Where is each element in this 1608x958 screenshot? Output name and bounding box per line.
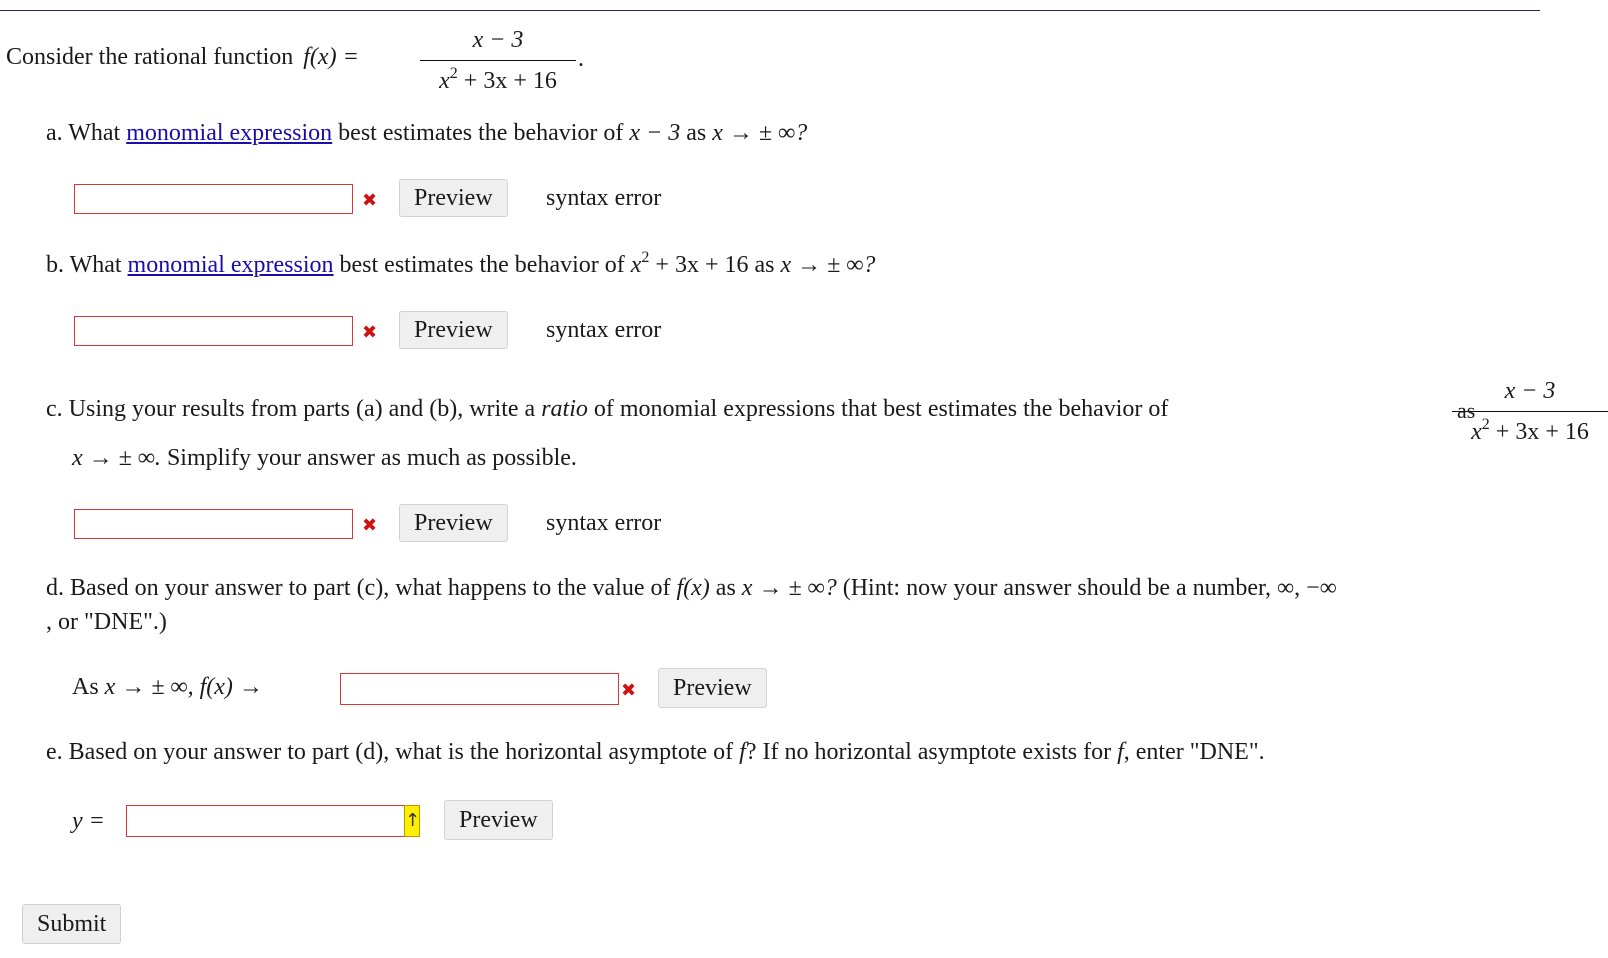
part-d-answer-label <box>72 674 263 701</box>
part-d-error-icon: ✖ <box>621 680 637 701</box>
part-b-monomial-link[interactable]: monomial expression <box>127 252 334 278</box>
part-b-answer-input[interactable] <box>74 316 353 346</box>
part-b-preview-button[interactable]: Preview <box>399 311 508 349</box>
part-a-monomial-link[interactable]: monomial expression <box>126 120 333 146</box>
part-c-as-word: as <box>1457 398 1476 423</box>
part-a-preview-button[interactable]: Preview <box>399 179 508 217</box>
part-c-preview-button[interactable]: Preview <box>399 504 508 542</box>
part-b-status: syntax error <box>546 317 662 343</box>
part-b-expr-exp: 2 <box>641 249 650 266</box>
intro-line <box>6 44 359 71</box>
part-d-label-limit: x → ± ∞, <box>104 674 194 700</box>
part-a-question <box>46 120 807 147</box>
intro-den-rest: + 3x + 16 <box>457 68 557 94</box>
part-b-question <box>46 249 876 279</box>
intro-period: . <box>578 46 584 72</box>
intro-fraction-bar <box>420 60 576 61</box>
part-e-preview-button[interactable]: Preview <box>444 800 553 840</box>
part-a-answer-input[interactable] <box>74 184 353 214</box>
part-e-text-b: ? If no horizontal asymptote exists for <box>745 739 1112 765</box>
part-a-limit: x → ± ∞? <box>712 120 808 146</box>
part-c-line1 <box>46 396 1168 423</box>
part-c-text-a: c. Using your results from parts (a) and (b), write a <box>46 396 536 422</box>
part-e-answer-input[interactable] <box>126 805 405 837</box>
intro-den-exp: 2 <box>449 65 458 82</box>
part-d-label-as: As <box>72 674 99 700</box>
part-d-label-func: f(x) → <box>199 674 263 700</box>
part-a-as: as <box>686 120 707 146</box>
intro-fraction <box>420 28 576 93</box>
part-e-text-a: e. Based on your answer to part (d), what is the horizontal asymptote of <box>46 739 734 765</box>
part-b-expr <box>630 249 749 278</box>
intro-numerator: x − 3 <box>472 27 524 53</box>
intro-denominator <box>420 65 576 94</box>
intro-text: Consider the rational function <box>6 44 294 70</box>
part-c-denominator <box>1452 416 1608 445</box>
part-b-prefix: b. What <box>46 252 122 278</box>
intro-func-lhs: f(x) = <box>303 44 359 70</box>
part-c-line2 <box>72 445 577 472</box>
part-a-prefix: a. What <box>46 120 121 146</box>
part-d-line1 <box>46 575 1337 602</box>
part-e-warning-icon: ↑ <box>404 805 420 837</box>
intro-den-base: x <box>439 68 450 94</box>
part-b-error-icon: ✖ <box>362 322 378 343</box>
part-e-f2: f <box>1117 739 1124 765</box>
part-e-f1: f <box>739 739 746 765</box>
part-c-status: syntax error <box>546 510 662 536</box>
part-d-preview-button[interactable]: Preview <box>658 668 767 708</box>
part-a-status: syntax error <box>546 185 662 211</box>
part-d-neg-inf: −∞ <box>1306 575 1337 601</box>
part-c-simplify-text: Simplify your answer as much as possible. <box>166 445 577 471</box>
part-c-error-icon: ✖ <box>362 515 378 536</box>
part-a-error-icon: ✖ <box>362 190 378 211</box>
part-b-expr-rest: + 3x + 16 <box>649 252 749 278</box>
part-e-text-c: , enter "DNE". <box>1123 739 1265 765</box>
part-d-line2: , or "DNE".) <box>46 609 167 635</box>
part-d-limit: x → ± ∞? <box>741 575 837 601</box>
part-c-den-base: x <box>1471 419 1482 445</box>
part-a-text-mid: best estimates the behavior of <box>338 120 624 146</box>
part-b-limit: x → ± ∞? <box>780 252 876 278</box>
submit-button[interactable]: Submit <box>22 904 121 944</box>
part-d-hint: (Hint: now your answer should be a number, <box>842 575 1272 601</box>
part-b-expr-base: x <box>630 252 642 278</box>
part-b-as: as <box>754 252 775 278</box>
part-d-as: as <box>715 575 736 601</box>
part-c-answer-input[interactable] <box>74 509 353 539</box>
part-c-text-b: of monomial expressions that best estimates the behavior of <box>593 396 1169 422</box>
part-a-expr: x − 3 <box>629 120 681 146</box>
part-d-answer-input[interactable] <box>340 673 619 705</box>
top-divider <box>0 10 1540 11</box>
part-b-text-mid: best estimates the behavior of <box>339 252 625 278</box>
part-c-ratio-word: ratio <box>541 396 588 422</box>
part-e-answer-label: y = <box>72 808 105 834</box>
part-d-text-a: d. Based on your answer to part (c), what happens to the value of <box>46 575 671 601</box>
part-c-fraction-bar <box>1452 411 1608 412</box>
part-c-den-exp: 2 <box>1481 416 1490 433</box>
part-c-numerator: x − 3 <box>1504 378 1556 404</box>
part-c-limit: x → ± ∞. <box>72 445 161 471</box>
part-c-fraction <box>1452 379 1608 444</box>
part-d-func: f(x) <box>676 575 710 601</box>
part-c-den-rest: + 3x + 16 <box>1489 419 1589 445</box>
part-e-question <box>46 739 1265 766</box>
part-d-inf: ∞, <box>1277 575 1301 601</box>
